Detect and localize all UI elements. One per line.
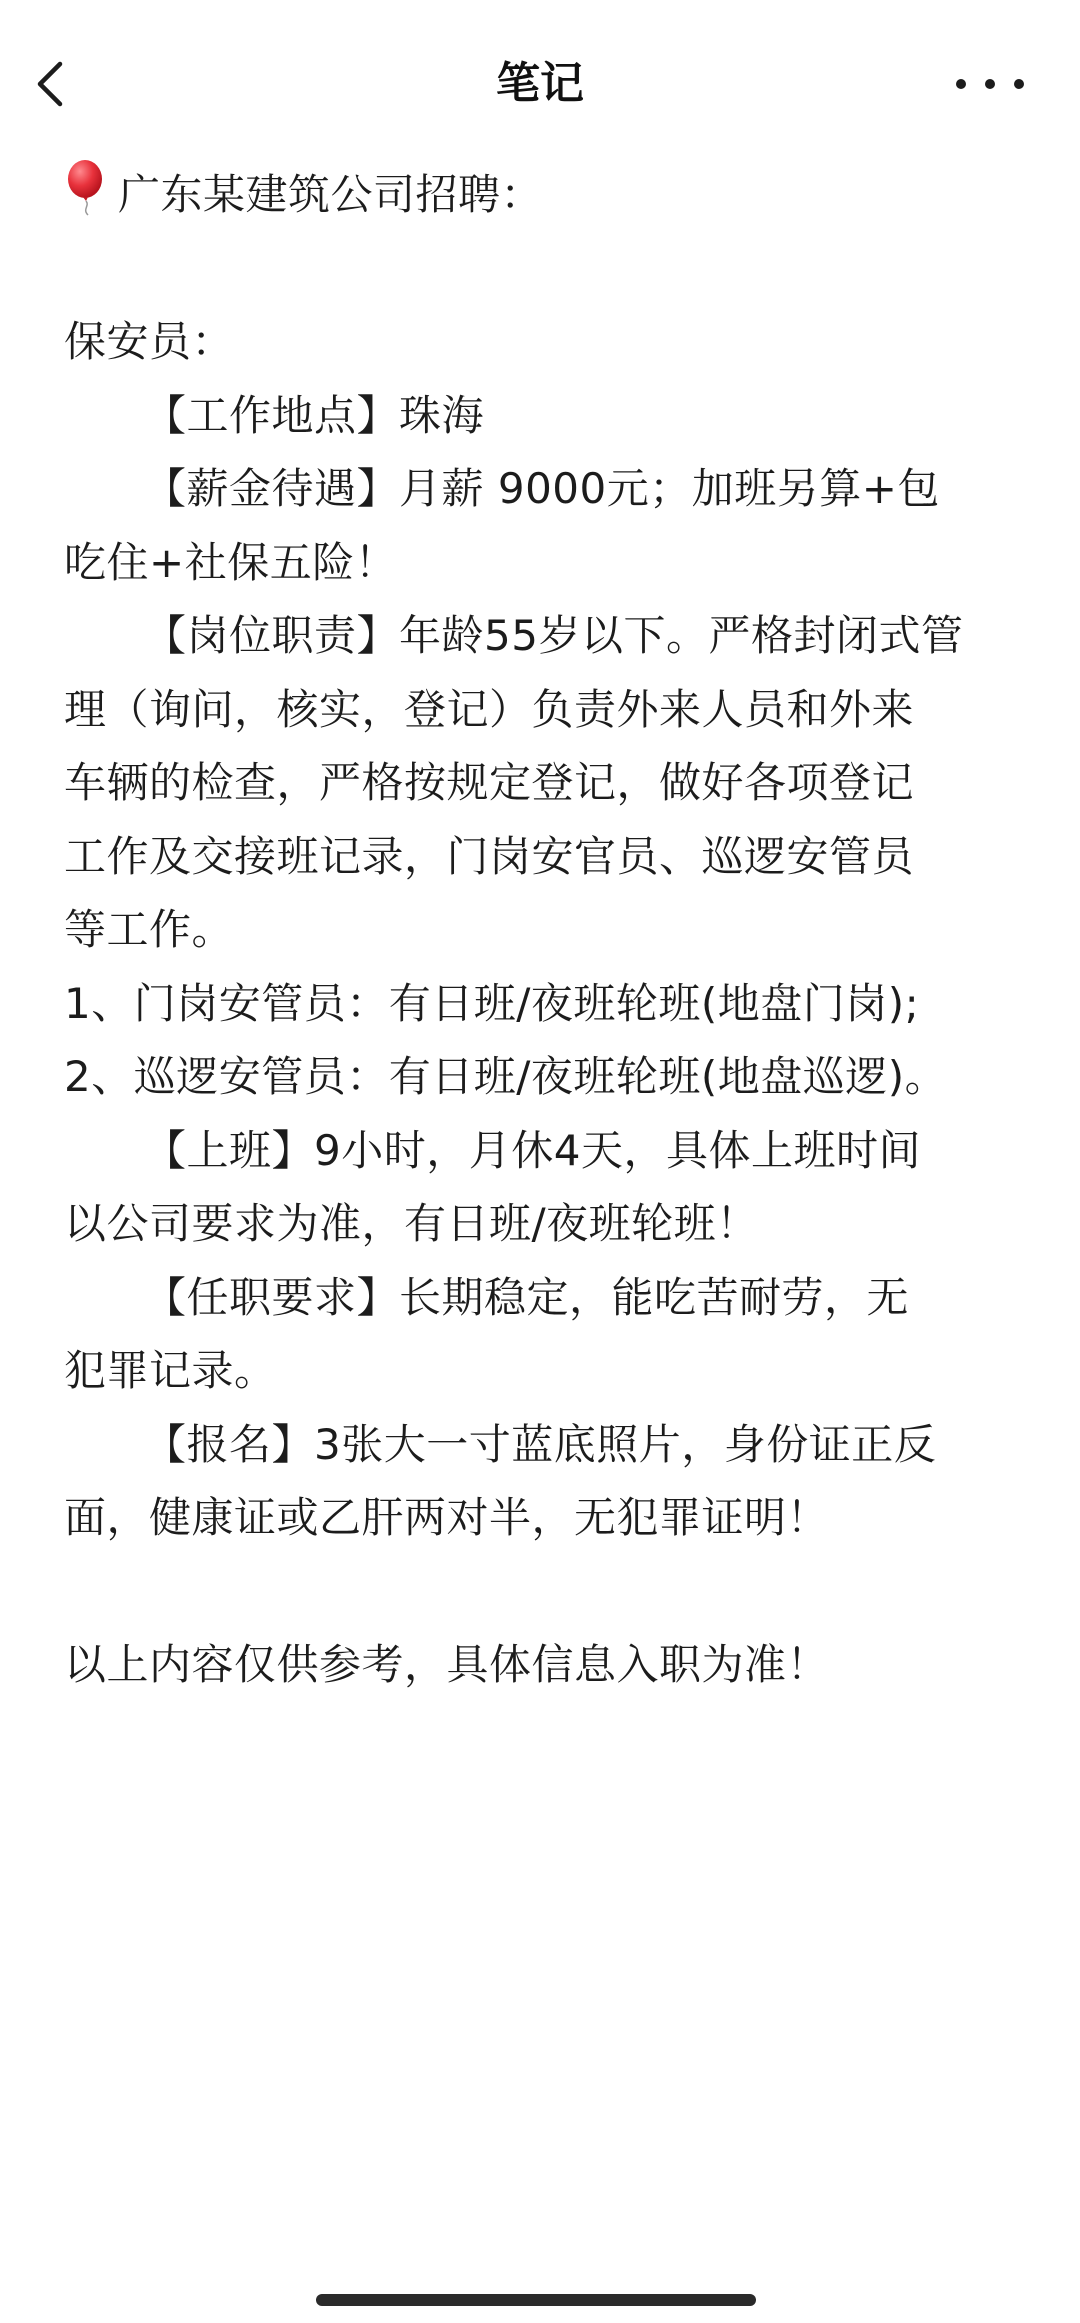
note-line: 工作及交接班记录，门岗安官员、巡逻安管员 xyxy=(64,831,915,881)
balloon-icon xyxy=(64,159,110,217)
note-line: 等工作。 xyxy=(64,905,235,954)
blank-line xyxy=(64,232,1024,306)
blank-line xyxy=(64,1555,1024,1629)
note-line: 【上班】9小时，月休4天，具体上班时间 xyxy=(144,1125,921,1175)
note-line: 【报名】3张大一寸蓝底照片，身份证正反 xyxy=(144,1419,937,1469)
note-line: 【工作地点】珠海 xyxy=(144,390,485,440)
more-dot xyxy=(1014,79,1024,89)
note-line: 吃住+社保五险！ xyxy=(64,537,398,587)
note-line: 以公司要求为准，有日班/夜班轮班！ xyxy=(64,1199,759,1248)
note-line: 2、巡逻安管员：有日班/夜班轮班(地盘巡逻)。 xyxy=(64,1052,948,1101)
note-title: 广东某建筑公司招聘： xyxy=(118,170,544,219)
note-title-line xyxy=(64,158,1024,232)
top-bar xyxy=(0,0,1080,170)
note-line: 1、门岗安管员：有日班/夜班轮班(地盘门岗); xyxy=(64,978,920,1028)
more-dot xyxy=(985,79,995,89)
note-line: 面，健康证或乙肝两对半，无犯罪证明！ xyxy=(64,1493,830,1542)
note-line: 理（询问，核实，登记）负责外来人员和外来 xyxy=(64,684,915,734)
note-line: 以上内容仅供参考，具体信息入职为准！ xyxy=(64,1640,830,1689)
note-line: 犯罪记录。 xyxy=(64,1346,277,1395)
page-title: 笔记 xyxy=(496,58,584,109)
note-line: 保安员： xyxy=(64,317,235,366)
note-line: 【岗位职责】年龄55岁以下。严格封闭式管 xyxy=(144,611,964,660)
back-button[interactable] xyxy=(30,52,74,116)
note-body[interactable] xyxy=(64,158,1024,1702)
more-button[interactable] xyxy=(956,58,1024,110)
note-line: 车辆的检查，严格按规定登记，做好各项登记 xyxy=(64,758,915,807)
home-indicator[interactable] xyxy=(316,2294,756,2306)
note-line: 【任职要求】长期稳定，能吃苦耐劳，无 xyxy=(144,1272,910,1322)
note-line: 【薪金待遇】月薪 9000元；加班另算+包 xyxy=(144,464,940,513)
chevron-left-icon xyxy=(30,52,74,116)
more-horizontal-icon xyxy=(956,79,966,89)
